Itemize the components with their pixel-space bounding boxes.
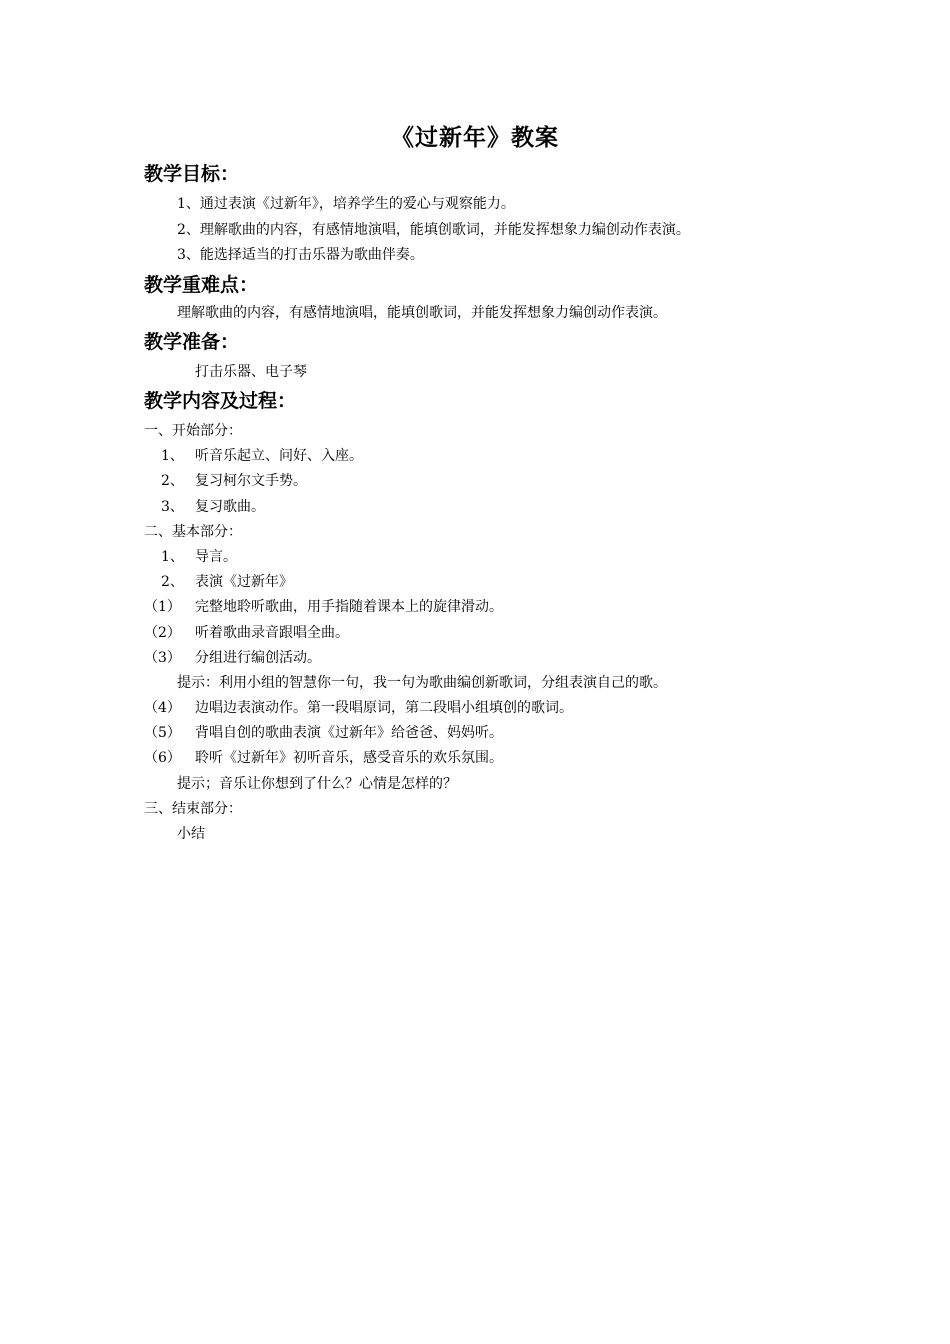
part2-subitem-2-text: 听着歌曲录音跟唱全曲。: [195, 625, 349, 641]
part1-item-1-text: 听音乐起立、问好、入座。: [195, 448, 363, 464]
part2-item-2: [161, 572, 293, 592]
part1-item-1-num: 1、: [161, 448, 184, 464]
part2-subitem-1-num: （1）: [144, 599, 181, 615]
difficulty-heading: 教学重难点：: [144, 274, 259, 296]
part2-tip-1: 提示：利用小组的智慧你一句，我一句为歌曲编创新歌词，分组表演自己的歌。: [177, 675, 667, 691]
part2-subitem-3: [144, 648, 321, 668]
part2-item-2-num: 2、: [161, 574, 184, 590]
part2-subitem-5-num: （5）: [144, 725, 181, 741]
part1-label: 一、开始部分：: [144, 423, 242, 439]
part2-subitem-2-num: （2）: [144, 625, 181, 641]
part2-item-2-text: 表演《过新年》: [195, 574, 293, 590]
part2-subitem-1-text: 完整地聆听歌曲，用手指随着课本上的旋律滑动。: [195, 599, 503, 615]
part2-item-1-num: 1、: [161, 549, 184, 565]
part2-subitem-2: [144, 623, 349, 643]
part2-subitem-4: [144, 698, 573, 718]
part2-label: 二、基本部分：: [144, 524, 242, 540]
part1-item-2: [161, 471, 307, 491]
part1-item-3-num: 3、: [161, 499, 184, 515]
part2-subitem-6: [144, 748, 503, 768]
part2-item-1-text: 导言。: [195, 549, 237, 565]
preparation-heading: 教学准备：: [144, 331, 240, 353]
difficulty-text: 理解歌曲的内容，有感情地演唱，能填创歌词，并能发挥想象力编创动作表演。: [177, 305, 667, 321]
part2-subitem-4-num: （4）: [144, 700, 181, 716]
part2-item-1: [161, 547, 237, 567]
part1-item-2-text: 复习柯尔文手势。: [195, 473, 307, 489]
document-title: 《过新年》教案: [391, 125, 559, 151]
part1-item-1: [161, 446, 363, 466]
part2-subitem-1: [144, 597, 503, 617]
part2-subitem-6-text: 聆听《过新年》初听音乐，感受音乐的欢乐氛围。: [195, 750, 503, 766]
part1-item-3: [161, 497, 265, 517]
part2-subitem-5: [144, 723, 503, 743]
part3-text: 小结: [177, 826, 205, 842]
part2-subitem-5-text: 背唱自创的歌曲表演《过新年》给爸爸、妈妈听。: [195, 725, 503, 741]
part2-subitem-4-text: 边唱边表演动作。第一段唱原词，第二段唱小组填创的歌词。: [195, 700, 573, 716]
part3-label: 三、结束部分：: [144, 801, 242, 817]
part2-tip-2: 提示；音乐让你想到了什么？心情是怎样的？: [177, 776, 457, 792]
objective-item-2: 2、理解歌曲的内容，有感情地演唱，能填创歌词，并能发挥想象力编创动作表演。: [177, 222, 690, 238]
part2-subitem-3-num: （3）: [144, 650, 181, 666]
preparation-text: 打击乐器、电子琴: [195, 364, 307, 380]
part2-subitem-6-num: （6）: [144, 750, 181, 766]
part1-item-3-text: 复习歌曲。: [195, 499, 265, 515]
part2-subitem-3-text: 分组进行编创活动。: [195, 650, 321, 666]
objective-item-1: 1、通过表演《过新年》，培养学生的爱心与观察能力。: [177, 196, 515, 212]
objectives-heading: 教学目标：: [144, 163, 240, 185]
process-heading: 教学内容及过程：: [144, 390, 297, 412]
objective-item-3: 3、能选择适当的打击乐器为歌曲伴奏。: [177, 247, 424, 263]
part1-item-2-num: 2、: [161, 473, 184, 489]
